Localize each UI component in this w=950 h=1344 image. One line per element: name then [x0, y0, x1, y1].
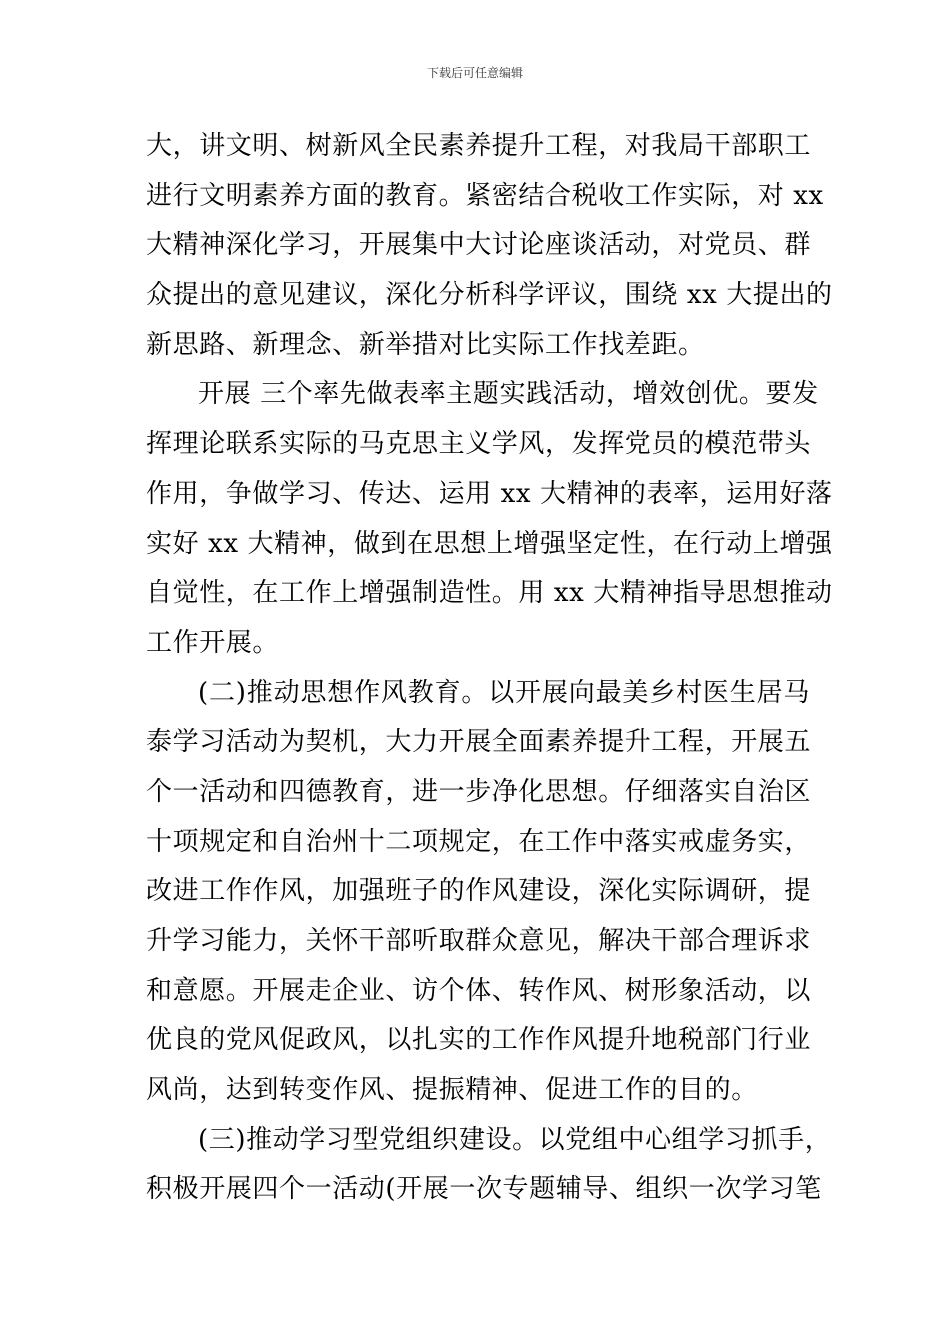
- text-line: 工作开展。: [146, 627, 280, 658]
- text-line: 风尚，达到转变作风、提振精神、促进工作的目的。: [146, 1075, 758, 1106]
- text-line: 个一活动和四德教育，进一步净化思想。仔细落实自治区: [146, 776, 812, 807]
- page-header: 下载后可任意编辑: [426, 66, 523, 80]
- text-line: 实好 xx 大精神，做到在思想上增强坚定性，在行动上增强: [146, 528, 833, 559]
- text-line: 大，讲文明、树新风全民素养提升工程，对我局干部职工: [146, 131, 812, 161]
- text-line: 挥理论联系实际的马克思主义学风，发挥党员的模范带头: [146, 429, 812, 460]
- text-line: 作用，争做学习、传达、运用 xx 大精神的表率，运用好落: [146, 478, 833, 509]
- text-line: 积极开展四个一活动(开展一次专题辅导、组织一次学习笔: [146, 1174, 822, 1205]
- text-line: 和意愿。开展走企业、访个体、转作风、树形象活动，以: [146, 975, 812, 1006]
- text-line: 进行文明素养方面的教育。紧密结合税收工作实际，对 xx: [146, 180, 824, 211]
- text-line: (二)推动思想作风教育。以开展向最美乡村医生居马: [198, 677, 810, 708]
- document-body: [146, 122, 833, 1215]
- text-line: 大精神深化学习，开展集中大讨论座谈活动，对党员、群: [146, 230, 812, 261]
- text-line: 众提出的意见建议，深化分析科学评议，围绕 xx 大提出的: [146, 280, 833, 311]
- text-line: 升学习能力，关怀干部听取群众意见，解决干部合理诉求: [146, 926, 812, 956]
- text-line: (三)推动学习型党组织建设。以党组中心组学习抓手，: [198, 1124, 832, 1155]
- text-line: 改进工作作风，加强班子的作风建设，深化实际调研，提: [146, 876, 812, 907]
- text-line: 十项规定和自治州十二项规定，在工作中落实戒虚务实，: [146, 826, 812, 857]
- text-line: 泰学习活动为契机，大力开展全面素养提升工程，开展五: [146, 727, 812, 758]
- text-line: 优良的党风促政风，以扎实的工作作风提升地税部门行业: [146, 1025, 812, 1056]
- text-line: 自觉性，在工作上增强制造性。用 xx 大精神指导思想推动: [146, 578, 833, 609]
- text-line: 开展 三个率先做表率主题实践活动，增效创优。要发: [198, 379, 819, 410]
- text-line: 新思路、新理念、新举措对比实际工作找差距。: [146, 329, 705, 360]
